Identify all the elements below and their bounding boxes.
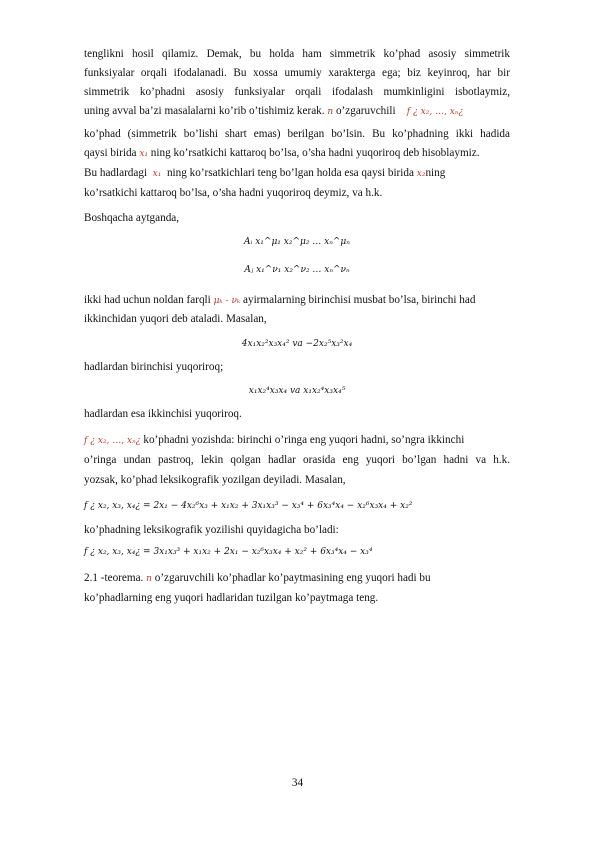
page-number: 34 [291, 777, 304, 789]
text-line: o’ringa undan pastroq, lekin qolgan hadlar orasida eng yuqori bo’lgan hadni va h.k. [84, 454, 510, 466]
text-line: hadlardan birinchisi yuqoriroq; [84, 361, 224, 373]
formula-example-1: 4x₁x₂²x₃x₄² va −2x₂⁵x₃²x₄ [241, 339, 353, 349]
text-line: ko’phadlarning eng yuqori hadlaridan tuzilgan ko’paytmaga teng. [84, 592, 379, 604]
text-line: ko’rsatkichi kattaroq bo’lsa, o’sha hadni yuqoriroq deymiz, va h.k. [84, 187, 383, 199]
polynomial-2: f ¿ x₂, x₃, x₄¿ = 3x₁x₃³ + x₁x₂ + 2x₁ − x₂⁶x₃x₄ + x₂² + 6x₃⁴x₄ − x₃⁴ [84, 547, 373, 557]
text-line: ko’phad (simmetrik bo’lishi shart emas) berilgan bo’lsin. Bu ko’phadning ikki hadida [84, 128, 510, 140]
text-line: uning avval ba’zi masalalarni ko’rib o’tishimiz kerak. n o’zgaruvchili f ¿ x₂, …, xₙ¿ [84, 105, 464, 117]
formula-example-2: x₁x₂⁴x₃x₄ va x₁x₂⁴x₃x₄⁵ [248, 386, 346, 396]
formula-a-j: Aⱼ x₁^ν₁ x₂^ν₂ … xₙ^νₙ [244, 265, 350, 275]
text-line: qaysi birida x₁ ning ko’rsatkichi kattaroq bo’lsa, o’sha hadni yuqoriroq deb hisoblaymiz. [84, 147, 480, 159]
text-line: Bu hadlardagi x₁ ning ko’rsatkichlari teng bo’lgan holda esa qaysi birida x₂ning [84, 167, 446, 179]
polynomial-1: f ¿ x₂, x₃, x₄¿ = 2x₁ − 4x₂⁶x₃ + x₁x₂ + 3x₁x₃³ − x₃⁴ + 6x₃⁴x₄ − x₂⁶x₃x₄ + x₂² [84, 501, 413, 511]
text-line: ikki had uchun noldan farqli μₖ - νₖ ayirmalarning birinchisi musbat bo’lsa, birinchi had [84, 294, 476, 306]
text-line: yozsak, ko’phad leksikografik yozilgan deyiladi. Masalan, [84, 474, 346, 486]
text-line: Boshqacha aytganda, [84, 212, 180, 224]
text-line: tenglikni hosil qilamiz. Demak, bu holda ham simmetrik ko’phad asosiy simmetrik [84, 48, 510, 60]
text-line: f ¿ x₂, …, xₙ¿ ko’phadni yozishda: birinchi o’ringa eng yuqori hadni, so’ngra ikkinchi [84, 434, 465, 446]
text-line: ko’phadning leksikografik yozilishi quyidagicha bo’ladi: [84, 524, 339, 536]
theorem-line: 2.1 -teorema. n o’zgaruvchili ko’phadlar ko’paytmasining eng yuqori hadi bu [84, 572, 431, 584]
text-line: funksiyalar orqali ifodalanadi. Bu xossa umumiy xarakterga ega; biz keyinroq, har bir [84, 67, 510, 79]
text-line: ikkinchidan yuqori deb ataladi. Masalan, [84, 313, 267, 325]
text-line: hadlardan esa ikkinchisi yuqoriroq. [84, 408, 242, 420]
text-line: simmetrik ko’phadni asosiy funksiyalar orqali ifodalash mumkinligini isbotlaymiz, [84, 86, 510, 98]
formula-a-i: Aᵢ x₁^μ₁ x₂^μ₂ … xₙ^μₙ [244, 237, 350, 247]
